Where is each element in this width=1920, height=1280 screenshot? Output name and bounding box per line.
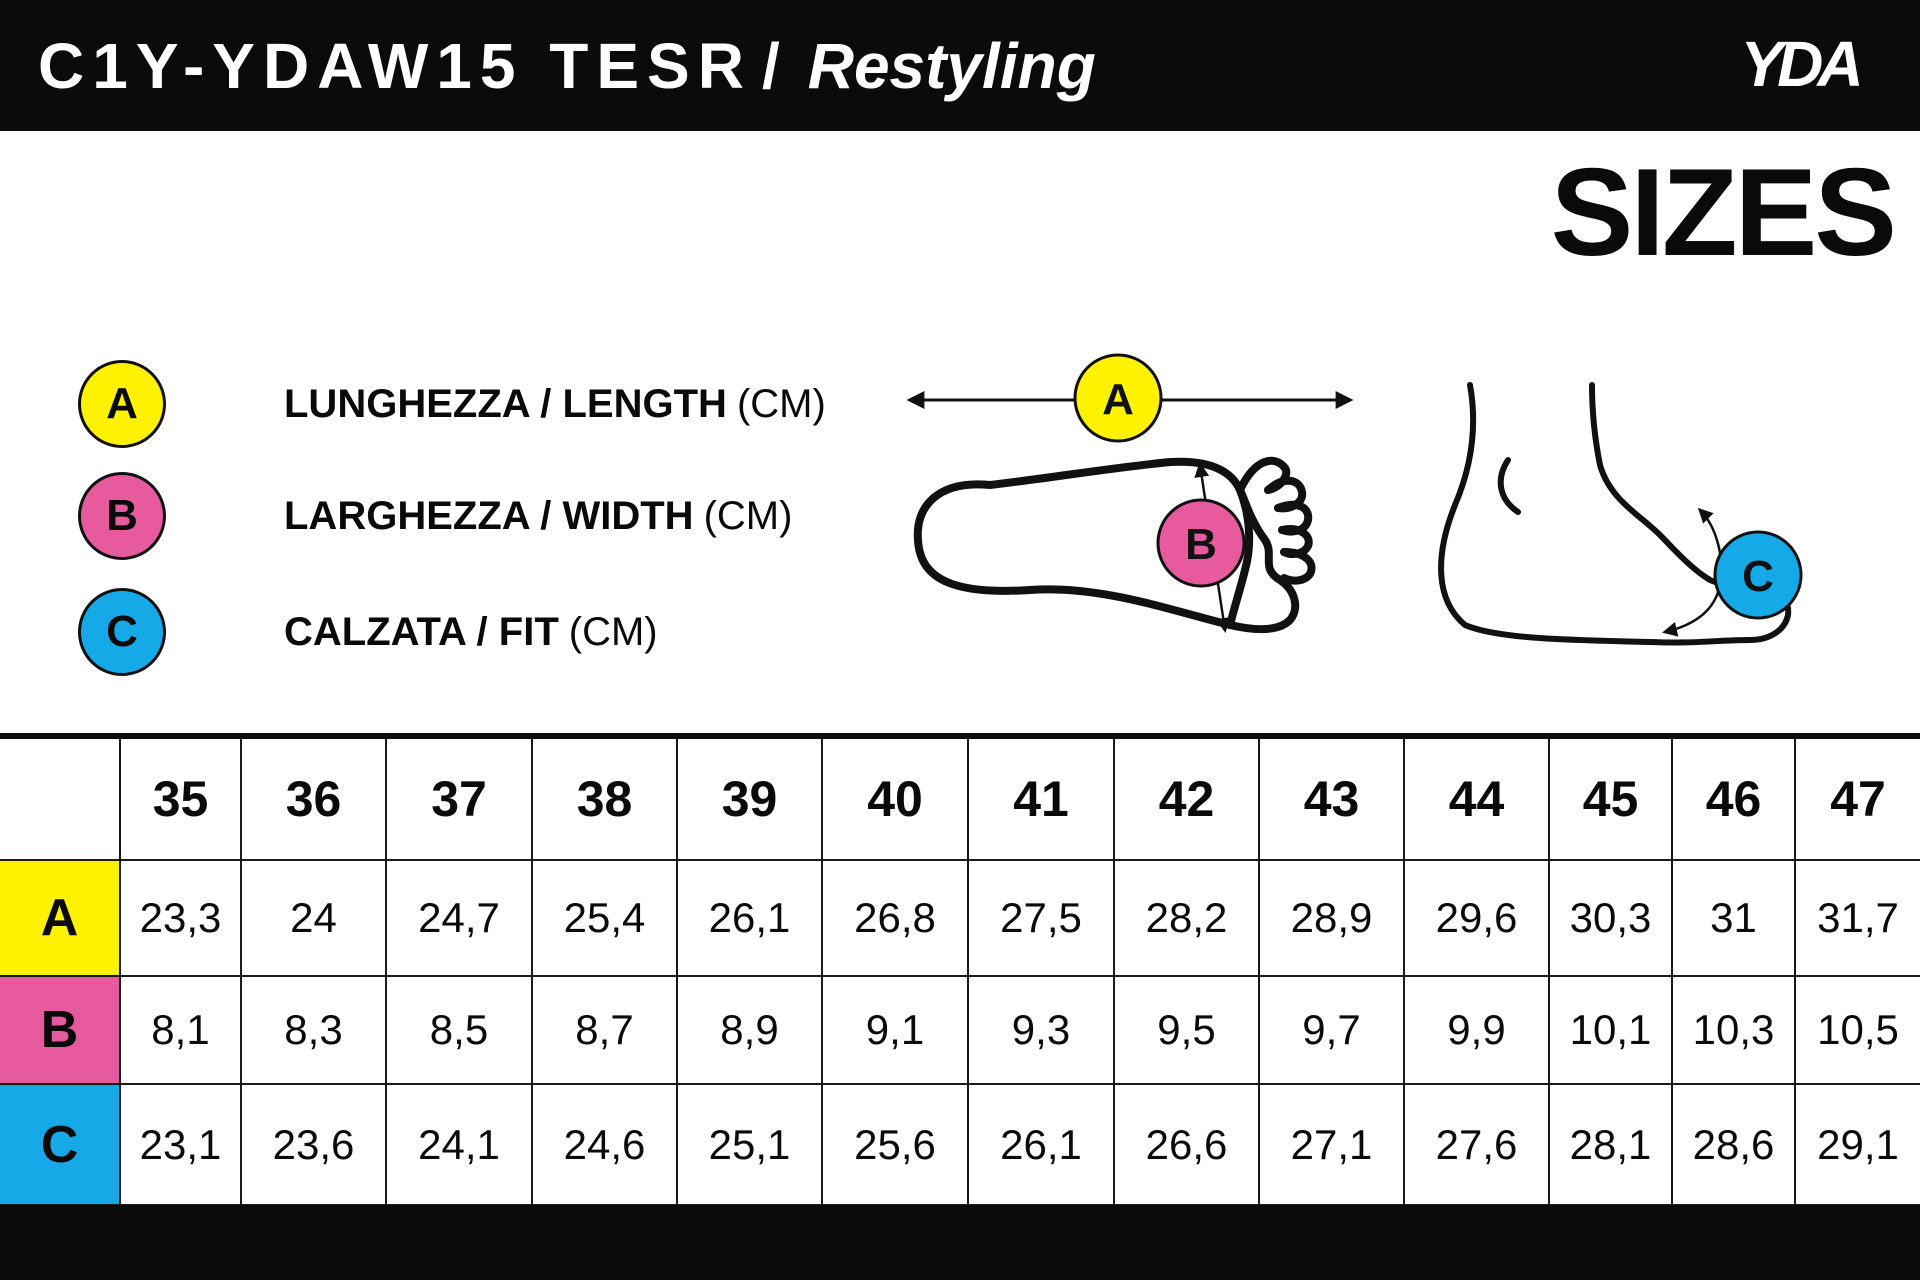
table-cell: 10,5 <box>1795 976 1920 1084</box>
table-cell: 24,7 <box>386 860 532 976</box>
table-cell: 9,7 <box>1259 976 1404 1084</box>
size-header-cell: 39 <box>677 739 822 860</box>
logo-text: YDA <box>1740 34 1858 92</box>
length-diagram-badge-letter: A <box>1102 375 1134 424</box>
table-cell: 23,3 <box>120 860 241 976</box>
page-title <box>38 28 1096 104</box>
table-cell: 23,1 <box>120 1084 241 1205</box>
legend-item-fit <box>78 588 658 676</box>
length-row <box>0 860 1920 976</box>
model-subtitle: Restyling <box>807 30 1096 102</box>
fit-row <box>0 1084 1920 1205</box>
width-badge: B <box>78 472 166 560</box>
length-row-label: A <box>0 860 120 976</box>
size-header-cell: 42 <box>1114 739 1259 860</box>
table-cell: 27,6 <box>1404 1084 1549 1205</box>
size-table <box>0 739 1920 1206</box>
table-cell: 26,8 <box>822 860 968 976</box>
table-cell: 24 <box>241 860 386 976</box>
fit-badge: C <box>78 588 166 676</box>
table-cell: 8,1 <box>120 976 241 1084</box>
size-header-cell: 37 <box>386 739 532 860</box>
table-cell: 28,9 <box>1259 860 1404 976</box>
fit-diagram-badge <box>1715 532 1801 618</box>
table-cell: 9,1 <box>822 976 968 1084</box>
table-cell: 10,1 <box>1549 976 1672 1084</box>
table-cell: 26,1 <box>677 860 822 976</box>
size-header-cell: 43 <box>1259 739 1404 860</box>
table-cell: 31 <box>1672 860 1795 976</box>
legend-item-length <box>78 360 826 448</box>
table-cell: 28,1 <box>1549 1084 1672 1205</box>
table-cell: 27,5 <box>968 860 1114 976</box>
width-diagram-badge-letter: B <box>1185 520 1217 569</box>
legend-label <box>284 494 792 539</box>
table-cell: 25,4 <box>532 860 677 976</box>
footer-bar <box>0 1205 1920 1280</box>
table-cell: 8,3 <box>241 976 386 1084</box>
table-cell: 30,3 <box>1549 860 1672 976</box>
table-cell: 31,7 <box>1795 860 1920 976</box>
table-cell: 24,1 <box>386 1084 532 1205</box>
table-cell: 9,9 <box>1404 976 1549 1084</box>
legend-label <box>284 382 826 427</box>
table-cell: 25,1 <box>677 1084 822 1205</box>
table-cell: 23,6 <box>241 1084 386 1205</box>
legend-unit: (CM) <box>568 609 658 654</box>
table-cell: 29,6 <box>1404 860 1549 976</box>
size-header-cell: 45 <box>1549 739 1672 860</box>
table-cell: 26,6 <box>1114 1084 1259 1205</box>
legend-item-width <box>78 472 792 560</box>
yda-logo <box>1714 34 1884 92</box>
table-cell: 9,3 <box>968 976 1114 1084</box>
table-cell: 8,7 <box>532 976 677 1084</box>
width-diagram-badge <box>1158 500 1244 586</box>
table-cell: 9,5 <box>1114 976 1259 1084</box>
corner-cell <box>0 739 120 860</box>
size-header-row <box>0 739 1920 860</box>
size-table-container <box>0 733 1920 1206</box>
table-cell: 26,1 <box>968 1084 1114 1205</box>
fit-row-label: C <box>0 1084 120 1205</box>
size-header-cell: 38 <box>532 739 677 860</box>
legend-unit: (CM) <box>736 381 826 426</box>
legend-label-text: LARGHEZZA / WIDTH <box>284 493 694 538</box>
length-badge: A <box>78 360 166 448</box>
length-diagram-badge <box>1075 355 1161 441</box>
sizes-heading: SIZES <box>1550 144 1894 282</box>
table-cell: 25,6 <box>822 1084 968 1205</box>
table-cell: 8,5 <box>386 976 532 1084</box>
size-header-cell: 36 <box>241 739 386 860</box>
legend-label-text: LUNGHEZZA / LENGTH <box>284 381 727 426</box>
table-cell: 10,3 <box>1672 976 1795 1084</box>
legend-unit: (CM) <box>703 493 793 538</box>
table-cell: 28,2 <box>1114 860 1259 976</box>
table-cell: 24,6 <box>532 1084 677 1205</box>
foot-sole-icon <box>918 461 1312 629</box>
table-cell: 29,1 <box>1795 1084 1920 1205</box>
size-header-cell: 46 <box>1672 739 1795 860</box>
size-header-cell: 40 <box>822 739 968 860</box>
foot-measurement-diagram <box>880 340 1920 680</box>
width-row <box>0 976 1920 1084</box>
size-header-cell: 44 <box>1404 739 1549 860</box>
size-header-cell: 41 <box>968 739 1114 860</box>
table-cell: 8,9 <box>677 976 822 1084</box>
model-code: C1Y-YDAW15 TESR <box>38 30 752 102</box>
fit-diagram-badge-letter: C <box>1742 552 1774 601</box>
width-row-label: B <box>0 976 120 1084</box>
legend-label <box>284 610 658 655</box>
header-bar <box>0 0 1920 131</box>
table-cell: 28,6 <box>1672 1084 1795 1205</box>
title-separator: / <box>761 30 788 102</box>
table-cell: 27,1 <box>1259 1084 1404 1205</box>
size-header-cell: 47 <box>1795 739 1920 860</box>
legend-label-text: CALZATA / FIT <box>284 609 559 654</box>
size-header-cell: 35 <box>120 739 241 860</box>
